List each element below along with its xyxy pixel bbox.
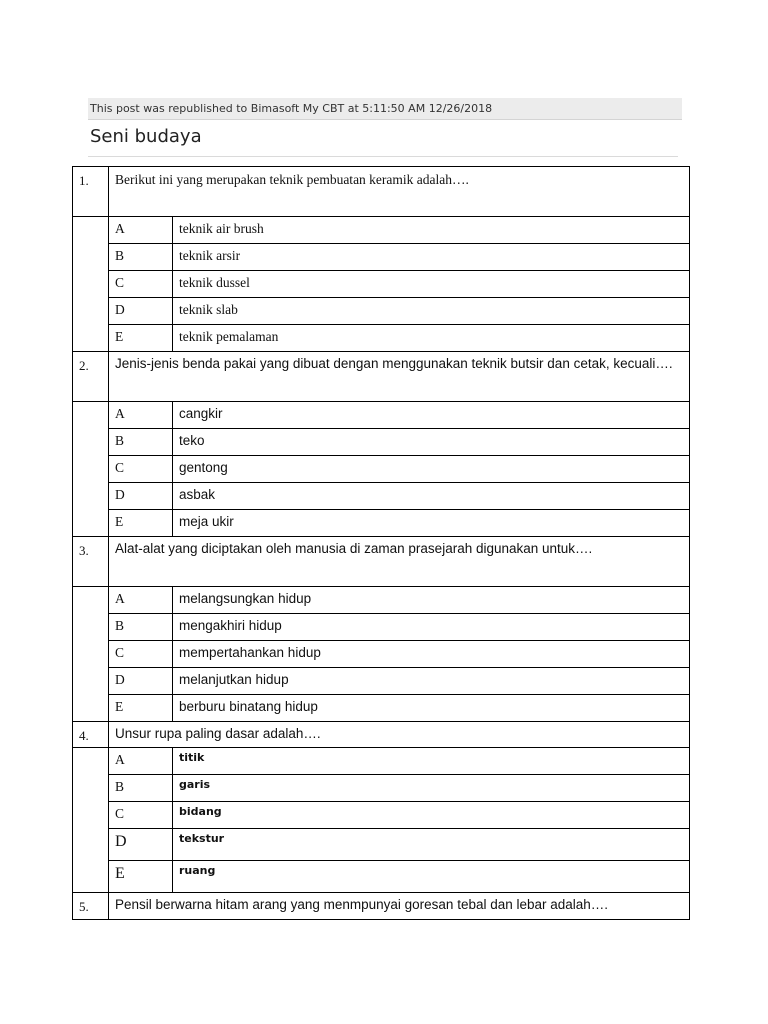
question-number: 5. [73,893,109,920]
option-letter: D [109,829,173,861]
option-text: melangsungkan hidup [173,587,690,614]
option-letter: B [109,429,173,456]
option-letter: E [109,861,173,893]
option-text: asbak [173,483,690,510]
option-letter: C [109,456,173,483]
question-row [73,352,690,402]
option-letter: E [109,325,173,352]
option-row [73,483,690,510]
option-text: meja ukir [173,510,690,537]
option-text: titik [173,748,690,775]
option-letter: C [109,641,173,668]
number-spacer [73,217,109,352]
question-text: Alat-alat yang diciptakan oleh manusia di zaman prasejarah digunakan untuk…. [109,537,690,587]
question-text: Jenis-jenis benda pakai yang dibuat dengan menggunakan teknik butsir dan cetak, kecuali…. [109,352,690,402]
option-row [73,614,690,641]
option-letter: D [109,483,173,510]
option-row [73,456,690,483]
option-row [73,668,690,695]
question-number: 1. [73,167,109,217]
option-row [73,271,690,298]
option-text: garis [173,775,690,802]
option-letter: A [109,587,173,614]
question-text: Unsur rupa paling dasar adalah…. [109,722,690,748]
option-text: mempertahankan hidup [173,641,690,668]
option-row [73,775,690,802]
question-text: Berikut ini yang merupakan teknik pembuatan keramik adalah…. [109,167,690,217]
quiz-table [72,166,690,920]
option-text: mengakhiri hidup [173,614,690,641]
option-row [73,217,690,244]
option-text: gentong [173,456,690,483]
option-letter: E [109,510,173,537]
option-text: berburu binatang hidup [173,695,690,722]
option-letter: B [109,244,173,271]
option-text: teknik slab [173,298,690,325]
option-text: teko [173,429,690,456]
option-text: teknik dussel [173,271,690,298]
option-row [73,802,690,829]
option-row [73,748,690,775]
option-row [73,402,690,429]
question-row [73,537,690,587]
option-row [73,829,690,861]
option-row [73,429,690,456]
option-row [73,587,690,614]
question-number: 2. [73,352,109,402]
option-text: teknik air brush [173,217,690,244]
question-text: Pensil berwarna hitam arang yang menmpunyai goresan tebal dan lebar adalah…. [109,893,690,920]
number-spacer [73,748,109,893]
question-row [73,722,690,748]
question-row [73,893,690,920]
option-letter: B [109,614,173,641]
option-row [73,298,690,325]
option-letter: C [109,271,173,298]
option-text: cangkir [173,402,690,429]
question-number: 4. [73,722,109,748]
option-text: melanjutkan hidup [173,668,690,695]
option-letter: A [109,748,173,775]
option-row [73,510,690,537]
option-letter: E [109,695,173,722]
option-row [73,641,690,668]
option-row [73,861,690,893]
option-row [73,695,690,722]
option-letter: C [109,802,173,829]
option-letter: A [109,402,173,429]
option-text: teknik arsir [173,244,690,271]
option-letter: A [109,217,173,244]
option-letter: D [109,668,173,695]
option-text: tekstur [173,829,690,861]
question-number: 3. [73,537,109,587]
number-spacer [73,587,109,722]
page-title: Seni budaya [90,126,202,147]
title-divider [88,156,678,157]
option-row [73,325,690,352]
question-row [73,167,690,217]
option-text: bidang [173,802,690,829]
option-letter: D [109,298,173,325]
option-text: teknik pemalaman [173,325,690,352]
option-text: ruang [173,861,690,893]
option-row [73,244,690,271]
option-letter: B [109,775,173,802]
republish-banner: This post was republished to Bimasoft My CBT at 5:11:50 AM 12/26/2018 [88,98,682,120]
number-spacer [73,402,109,537]
